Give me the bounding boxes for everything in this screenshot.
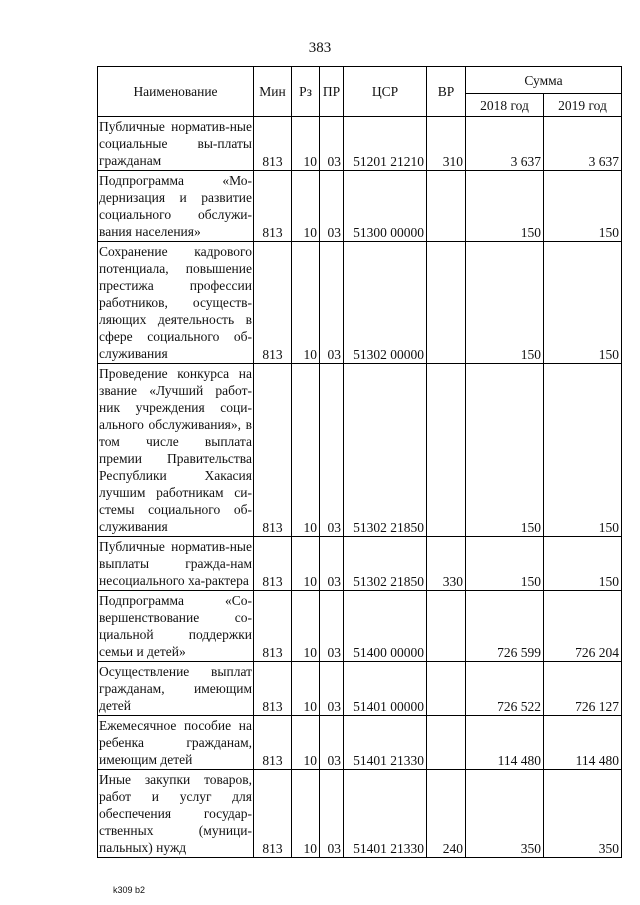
- header-vr: ВР: [427, 67, 466, 117]
- footer-code: k309 b2: [113, 885, 146, 895]
- row-csr-cell: 51401 00000: [344, 662, 427, 716]
- header-year-2019: 2019 год: [544, 94, 622, 117]
- row-name-cell: Подпрограмма «Со-вершенствование со-циальной поддержки семьи и детей»: [98, 591, 254, 662]
- row-vr-cell: [427, 171, 466, 242]
- row-2018-cell: 3 637: [466, 117, 544, 171]
- page-number: 383: [308, 40, 332, 56]
- row-name-cell: Публичные норматив-ные выплаты гражда-нам несоциального ха-рактера: [98, 537, 254, 591]
- row-name-cell: Иные закупки товаров, работ и услуг для обеспечения государ-ственных (муници-пальных) нужд: [98, 770, 254, 858]
- row-min-cell: 813: [254, 171, 292, 242]
- row-min-cell: 813: [254, 242, 292, 364]
- header-csr: ЦСР: [344, 67, 427, 117]
- row-2018-cell: 150: [466, 242, 544, 364]
- row-csr-cell: 51302 21850: [344, 537, 427, 591]
- row-2018-cell: 150: [466, 364, 544, 537]
- header-name: Наименование: [98, 67, 254, 117]
- table-row: [98, 662, 622, 716]
- row-vr-cell: 240: [427, 770, 466, 858]
- row-rz-cell: 10: [292, 662, 320, 716]
- row-name-cell: Сохранение кадрового потенциала, повышение престижа профессии работников, осуществ-ляющих деятельность в сфере социального об-служивания: [98, 242, 254, 364]
- table-row: [98, 716, 622, 770]
- row-csr-cell: 51401 21330: [344, 716, 427, 770]
- row-min-cell: 813: [254, 117, 292, 171]
- header-pr: ПР: [320, 67, 344, 117]
- row-csr-cell: 51400 00000: [344, 591, 427, 662]
- header-sum: Сумма: [466, 67, 622, 94]
- table-row: [98, 171, 622, 242]
- table-row: [98, 117, 622, 171]
- row-rz-cell: 10: [292, 770, 320, 858]
- row-csr-cell: 51401 21330: [344, 770, 427, 858]
- row-rz-cell: 10: [292, 242, 320, 364]
- row-vr-cell: [427, 662, 466, 716]
- row-min-cell: 813: [254, 662, 292, 716]
- row-vr-cell: [427, 591, 466, 662]
- row-min-cell: 813: [254, 716, 292, 770]
- row-2019-cell: 150: [544, 537, 622, 591]
- row-vr-cell: [427, 242, 466, 364]
- row-csr-cell: 51302 00000: [344, 242, 427, 364]
- table-row: [98, 537, 622, 591]
- row-rz-cell: 10: [292, 117, 320, 171]
- row-name-cell: Проведение конкурса на звание «Лучший работ-ник учреждения соци-ального обслуживания», в том числе выплата премии Правительства Республики Хакасия лучшим работникам си-стемы социального об-служивания: [98, 364, 254, 537]
- row-vr-cell: [427, 364, 466, 537]
- row-2019-cell: 726 204: [544, 591, 622, 662]
- row-min-cell: 813: [254, 591, 292, 662]
- row-2019-cell: 114 480: [544, 716, 622, 770]
- row-2018-cell: 150: [466, 537, 544, 591]
- row-pr-cell: 03: [320, 591, 344, 662]
- row-rz-cell: 10: [292, 591, 320, 662]
- row-pr-cell: 03: [320, 242, 344, 364]
- row-min-cell: 813: [254, 770, 292, 858]
- row-pr-cell: 03: [320, 117, 344, 171]
- header-min: Мин: [254, 67, 292, 117]
- row-csr-cell: 51300 00000: [344, 171, 427, 242]
- row-pr-cell: 03: [320, 662, 344, 716]
- row-pr-cell: 03: [320, 364, 344, 537]
- row-rz-cell: 10: [292, 364, 320, 537]
- table-row: [98, 242, 622, 364]
- table-row: [98, 364, 622, 537]
- row-2018-cell: 726 599: [466, 591, 544, 662]
- header-year-2018: 2018 год: [466, 94, 544, 117]
- row-name-cell: Публичные норматив-ные социальные вы-платы гражданам: [98, 117, 254, 171]
- row-name-cell: Осуществление выплат гражданам, имеющим детей: [98, 662, 254, 716]
- row-rz-cell: 10: [292, 716, 320, 770]
- row-2018-cell: 350: [466, 770, 544, 858]
- row-2019-cell: 726 127: [544, 662, 622, 716]
- row-pr-cell: 03: [320, 716, 344, 770]
- row-2018-cell: 726 522: [466, 662, 544, 716]
- row-csr-cell: 51201 21210: [344, 117, 427, 171]
- row-pr-cell: 03: [320, 537, 344, 591]
- table-row: [98, 770, 622, 858]
- row-vr-cell: 330: [427, 537, 466, 591]
- row-2019-cell: 150: [544, 171, 622, 242]
- row-name-cell: Ежемесячное пособие на ребенка гражданам, имеющим детей: [98, 716, 254, 770]
- row-vr-cell: 310: [427, 117, 466, 171]
- row-2018-cell: 114 480: [466, 716, 544, 770]
- table-row: [98, 591, 622, 662]
- row-csr-cell: 51302 21850: [344, 364, 427, 537]
- row-2019-cell: 150: [544, 242, 622, 364]
- row-pr-cell: 03: [320, 171, 344, 242]
- row-rz-cell: 10: [292, 171, 320, 242]
- row-2019-cell: 3 637: [544, 117, 622, 171]
- row-name-cell: Подпрограмма «Мо-дернизация и развитие социального обслужи-вания населения»: [98, 171, 254, 242]
- budget-table: [97, 66, 622, 858]
- row-min-cell: 813: [254, 364, 292, 537]
- row-vr-cell: [427, 716, 466, 770]
- row-rz-cell: 10: [292, 537, 320, 591]
- row-min-cell: 813: [254, 537, 292, 591]
- row-2019-cell: 350: [544, 770, 622, 858]
- row-pr-cell: 03: [320, 770, 344, 858]
- header-rz: Рз: [292, 67, 320, 117]
- row-2019-cell: 150: [544, 364, 622, 537]
- row-2018-cell: 150: [466, 171, 544, 242]
